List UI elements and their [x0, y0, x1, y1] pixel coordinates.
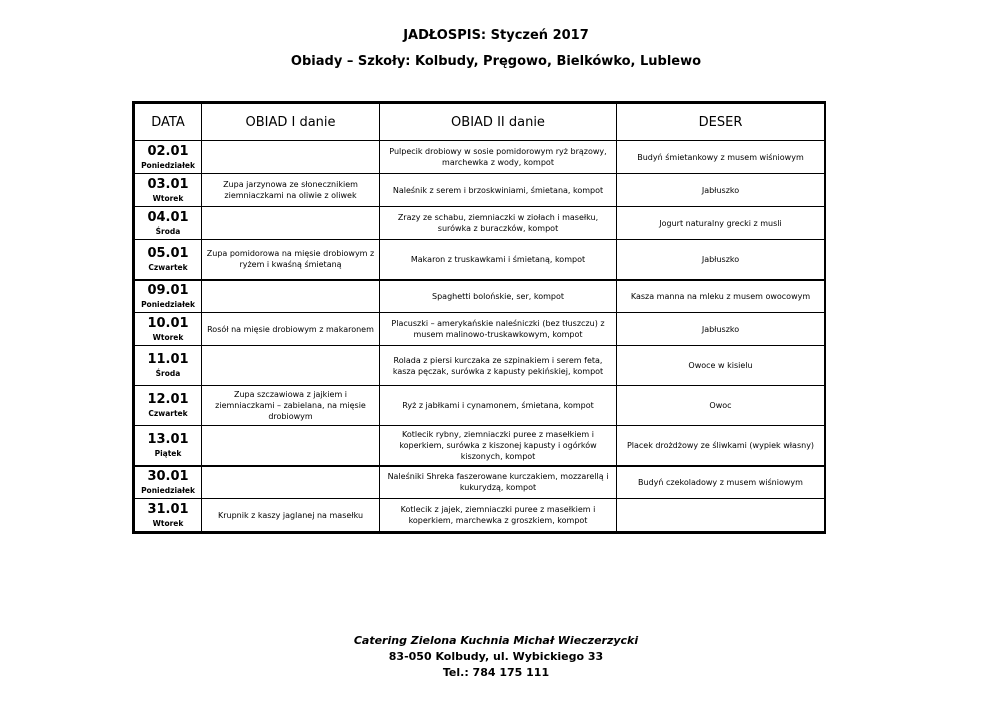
dish1-cell: Zupa pomidorowa na mięsie drobiowym z ryżem i kwaśną śmietaną [202, 240, 380, 280]
footer-company: Catering Zielona Kuchnia Michał Wieczerzycki [353, 634, 639, 647]
weekday-label: Wtorek [152, 193, 184, 203]
weekday-label: Poniedziałek [141, 160, 195, 170]
dish1-cell: Rosół na mięsie drobiowym z makaronem [202, 313, 380, 346]
dish2-cell: Rolada z piersi kurczaka ze szpinakiem i serem feta, kasza pęczak, surówka z kapusty pekińskiej, kompot [380, 346, 617, 386]
date-number: 31.01 [147, 501, 189, 517]
dish1-cell: Krupnik z kaszy jaglanej na masełku [202, 499, 380, 532]
dish1-cell [202, 426, 380, 466]
table-row [135, 240, 825, 280]
dessert-cell: Budyń śmietankowy z musem wiśniowym [617, 141, 825, 174]
column-header-dish1: OBIAD I danie [202, 104, 380, 141]
table-row [135, 386, 825, 426]
date-cell [135, 313, 202, 346]
dessert-cell: Jabłuszko [617, 240, 825, 280]
table-row [135, 313, 825, 346]
date-cell [135, 466, 202, 499]
dish2-cell: Naleśniki Shreka faszerowane kurczakiem, mozzarellą i kukurydzą, kompot [380, 466, 617, 499]
dessert-cell: Owoc [617, 386, 825, 426]
table-row [135, 141, 825, 174]
dish1-cell [202, 466, 380, 499]
dish2-cell: Ryż z jabłkami i cynamonem, śmietana, kompot [380, 386, 617, 426]
date-cell [135, 280, 202, 313]
dessert-cell: Jabłuszko [617, 313, 825, 346]
weekday-label: Środa [155, 369, 181, 378]
page-title: JADŁOSPIS: Styczeń 2017 [403, 28, 589, 43]
date-cell [135, 141, 202, 174]
dish2-cell: Kotlecik rybny, ziemniaczki puree z masełkiem i koperkiem, surówka z kiszonej kapusty i ogórków kiszonych, kompot [380, 426, 617, 466]
dessert-cell: Placek drożdżowy ze śliwkami (wypiek własny) [617, 426, 825, 466]
date-number: 02.01 [147, 143, 189, 159]
footer [0, 633, 992, 681]
dish1-cell [202, 207, 380, 240]
date-number: 05.01 [147, 245, 189, 261]
dish1-cell: Zupa jarzynowa ze słonecznikiem ziemniaczkami na oliwie z oliwek [202, 174, 380, 207]
weekday-label: Piątek [154, 448, 182, 458]
dish2-cell: Kotlecik z jajek, ziemniaczki puree z masełkiem i koperkiem, marchewka z groszkiem, kompot [380, 499, 617, 532]
dish1-cell [202, 141, 380, 174]
dish1-cell [202, 280, 380, 313]
footer-address: 83-050 Kolbudy, ul. Wybickiego 33 [388, 650, 604, 663]
date-number: 10.01 [147, 315, 189, 331]
date-number: 09.01 [147, 282, 189, 298]
date-cell [135, 346, 202, 386]
table-header-row [135, 104, 825, 141]
date-number: 30.01 [147, 468, 189, 484]
table-body [135, 141, 825, 532]
date-cell [135, 207, 202, 240]
dish2-cell: Spaghetti bolońskie, ser, kompot [380, 280, 617, 313]
weekday-label: Wtorek [152, 518, 184, 528]
footer-phone: Tel.: 784 175 111 [442, 666, 550, 679]
weekday-label: Wtorek [152, 332, 184, 342]
dessert-cell: Jabłuszko [617, 174, 825, 207]
date-number: 03.01 [147, 176, 189, 192]
table-row [135, 207, 825, 240]
dessert-cell: Kasza manna na mleku z musem owocowym [617, 280, 825, 313]
table-row [135, 280, 825, 313]
date-cell [135, 386, 202, 426]
dish2-cell: Placuszki – amerykańskie naleśniczki (bez tłuszczu) z musem malinowo-truskawkowym, kompot [380, 313, 617, 346]
table-row [135, 426, 825, 466]
weekday-label: Poniedziałek [141, 299, 195, 309]
weekday-label: Poniedziałek [141, 485, 195, 495]
date-cell [135, 174, 202, 207]
date-cell [135, 426, 202, 466]
dessert-cell: Owoce w kisielu [617, 346, 825, 386]
date-number: 11.01 [147, 352, 189, 367]
table-row [135, 346, 825, 386]
date-number: 12.01 [147, 392, 189, 407]
date-cell [135, 499, 202, 532]
column-header-dish2: OBIAD II danie [380, 104, 617, 141]
dish2-cell: Pulpecik drobiowy w sosie pomidorowym ryż brązowy, marchewka z wody, kompot [380, 141, 617, 174]
dish1-cell [202, 346, 380, 386]
date-cell [135, 240, 202, 280]
weekday-label: Środa [155, 226, 181, 236]
dessert-cell: Budyń czekoladowy z musem wiśniowym [617, 466, 825, 499]
dessert-cell [617, 499, 825, 532]
dish2-cell: Naleśnik z serem i brzoskwiniami, śmietana, kompot [380, 174, 617, 207]
weekday-label: Czwartek [148, 262, 188, 272]
table-row [135, 466, 825, 499]
table-row [135, 174, 825, 207]
dish2-cell: Zrazy ze schabu, ziemniaczki w ziołach i masełku, surówka z buraczków, kompot [380, 207, 617, 240]
dessert-cell: Jogurt naturalny grecki z musli [617, 207, 825, 240]
menu-table [132, 101, 826, 534]
page-subtitle: Obiady – Szkoły: Kolbudy, Pręgowo, Bielkówko, Lublewo [290, 54, 702, 69]
column-header-dessert: DESER [617, 104, 825, 141]
table-row [135, 499, 825, 532]
dish2-cell: Makaron z truskawkami i śmietaną, kompot [380, 240, 617, 280]
date-number: 13.01 [147, 431, 189, 447]
date-number: 04.01 [147, 209, 189, 225]
dish1-cell: Zupa szczawiowa z jajkiem i ziemniaczkami – zabielana, na mięsie drobiowym [202, 386, 380, 426]
column-header-date: DATA [135, 104, 202, 141]
weekday-label: Czwartek [148, 409, 188, 418]
